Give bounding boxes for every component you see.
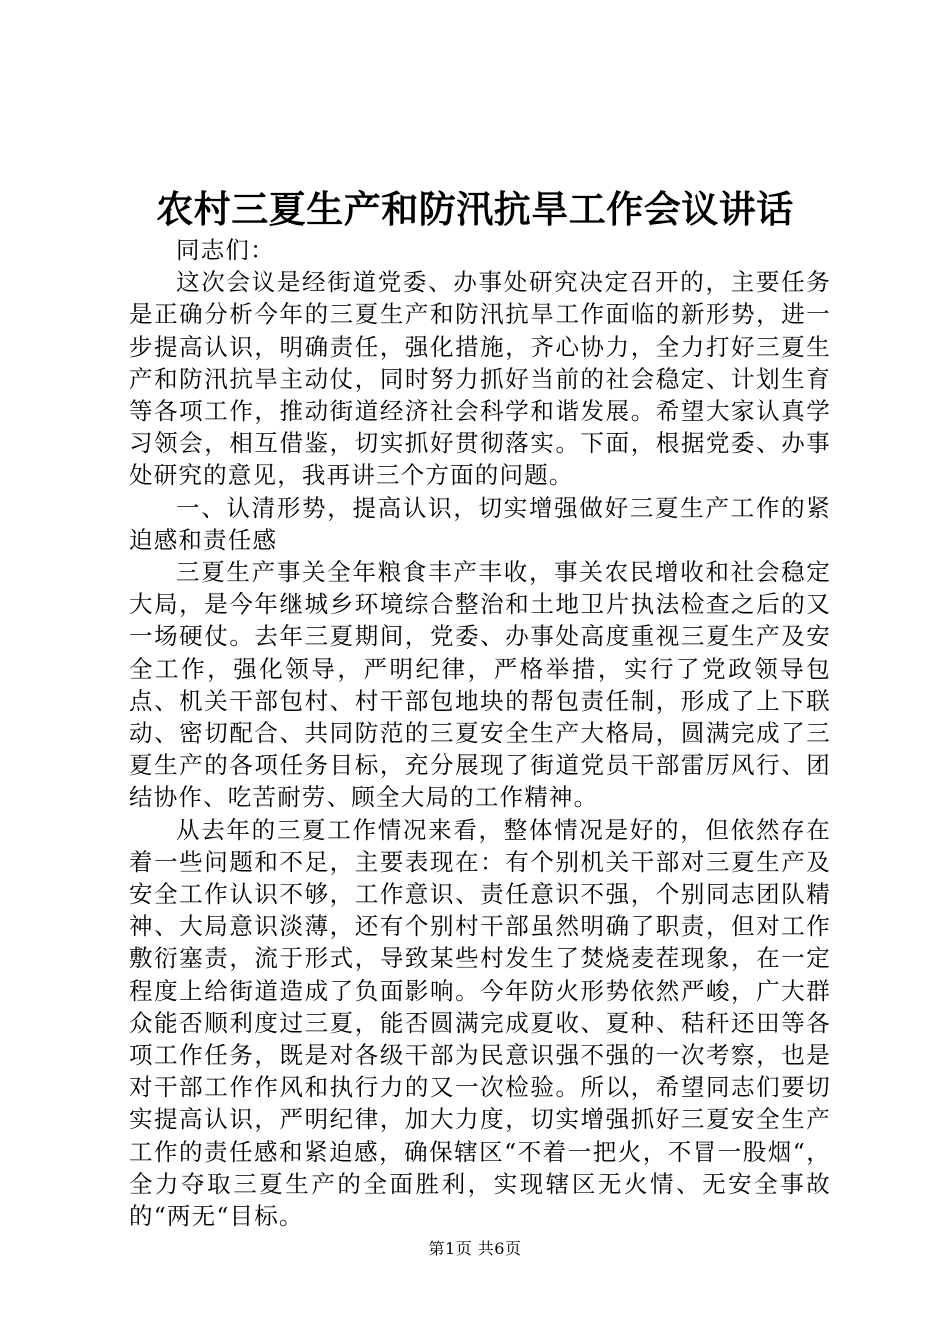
page-number-footer: 第1页 共6页 (428, 1239, 522, 1258)
salutation-paragraph: 同志们： (176, 236, 275, 264)
document-title: 农村三夏生产和防汛抗旱工作会议讲话 (156, 187, 794, 231)
body-paragraph: 从去年的三夏工作情况来看，整体情况是好的，但依然存在着一些问题和不足，主要表现在：有个别机关干部对三夏生产及安全工作认识不够，工作意识、责任意识不强，个别同志团队精神、大局意识淡薄，还有个别村干部虽然明确了职责，但对工作敷衍塞责，流于形式，导致某些村发生了焚烧麦茬现象，在一定程度上给街道造成了负面影响。今年防火形势依然严峻，广大群众能否顺利度过三夏，能否圆满完成夏收、夏种、秸秆还田等各项工作任务，既是对各级干部为民意识强不强的一次考察，也是对干部工作作风和执行力的又一次检验。所以，希望同志们要切实提高认识，严明纪律，加大力度，切实增强抓好三夏安全生产工作的责任感和紧迫感，确保辖区“不着一把火，不冒一股烟“，全力夺取三夏生产的全面胜利，实现辖区无火情、无安全事故的“两无“目标。 (129, 815, 831, 1231)
intro-paragraph: 这次会议是经街道党委、办事处研究决定召开的，主要任务是正确分析今年的三夏生产和防汛抗旱工作面临的新形势，进一步提高认识，明确责任，强化措施，齐心协力，全力打好三夏生产和防汛抗旱主动仗，同时努力抓好当前的社会稳定、计划生育等各项工作，推动街道经济社会科学和谐发展。希望大家认真学习领会，相互借鉴，切实抓好贯彻落实。下面，根据党委、办事处研究的意见，我再讲三个方面的问题。 (129, 268, 831, 490)
document-body (129, 234, 831, 1232)
section-heading-1: 一、认清形势，提高认识，切实增强做好三夏生产工作的紧迫感和责任感 (129, 493, 831, 554)
body-paragraph: 三夏生产事关全年粮食丰产丰收，事关农民增收和社会稳定大局，是今年继城乡环境综合整治和土地卫片执法检查之后的又一场硬仗。去年三夏期间，党委、办事处高度重视三夏生产及安全工作，强化领导，严明纪律，严格举措，实行了党政领导包点、机关干部包村、村干部包地块的帮包责任制，形成了上下联动、密切配合、共同防范的三夏安全生产大格局，圆满完成了三夏生产的各项任务目标，充分展现了街道党员干部雷厉风行、团结协作、吃苦耐劳、顾全大局的工作精神。 (129, 558, 831, 812)
